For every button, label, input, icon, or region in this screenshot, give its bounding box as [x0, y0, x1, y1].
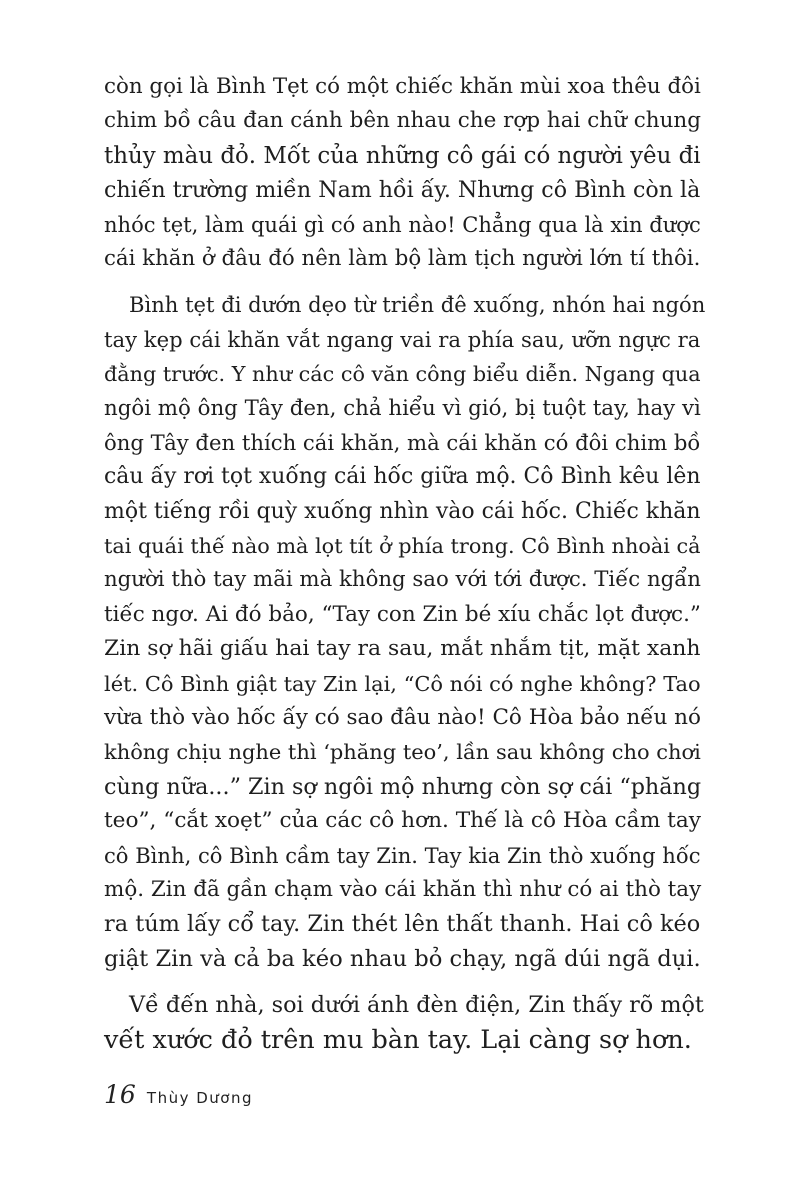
text-line: lét. Cô Bình giật tay Zin lại, “Cô nói có nghe không? Tao	[104, 671, 701, 696]
text-line: tay kẹp cái khăn vắt ngang vai ra phía sau, ưỡn ngực ra	[104, 326, 701, 352]
text-line: vừa thò vào hốc ấy có sao đâu nào! Cô Hòa bảo nếu nó	[104, 705, 701, 731]
text-line: teo”, “cắt xoẹt” của các cô hơn. Thế là cô Hòa cầm tay	[104, 808, 701, 834]
text-line: vết xước đỏ trên mu bàn tay. Lại càng sợ hơn.	[104, 1024, 692, 1055]
text-line: giật Zin và cả ba kéo nhau bỏ chạy, ngã dúi ngã dụi.	[104, 945, 701, 972]
page-number: 16	[104, 1080, 136, 1109]
text-line: một tiếng rồi quỳ xuống nhìn vào cái hốc. Chiếc khăn	[104, 498, 701, 524]
text-line: cùng nữa...” Zin sợ ngôi mộ nhưng còn sợ cái “phăng	[104, 773, 702, 800]
text-line: chim bồ câu đan cánh bên nhau che rợp hai chữ chung	[104, 108, 701, 134]
text-line: nhóc tẹt, làm quái gì có anh nào! Chẳng qua là xin được	[104, 211, 701, 237]
text-line: tai quái thế nào mà lọt tít ở phía trong. Cô Bình nhoài cả	[104, 534, 701, 559]
paragraph	[104, 988, 704, 1057]
text-line: chiến trường miền Nam hồi ấy. Nhưng cô Bình còn là	[104, 177, 701, 204]
text-line: Bình tẹt đi dướn dẹo từ triền đê xuống, nhón hai ngón	[129, 292, 706, 318]
text-line: ông Tây đen thích cái khăn, mà cái khăn có đôi chim bồ	[104, 429, 701, 455]
paragraph	[104, 288, 704, 976]
text-line: mộ. Zin đã gần chạm vào cái khăn thì như có ai thò tay	[104, 876, 702, 902]
author-name: Thùy Dương	[146, 1089, 253, 1107]
text-line: thủy màu đỏ. Mốt của những cô gái có người yêu đi	[104, 142, 701, 169]
text-line: ngôi mộ ông Tây đen, chả hiểu vì gió, bị tuột tay, hay vì	[104, 395, 701, 421]
text-line: câu ấy rơi tọt xuống cái hốc giữa mộ. Cô Bình kêu lên	[104, 464, 701, 490]
text-line: đằng trước. Y như các cô văn công biểu diễn. Ngang qua	[104, 362, 701, 387]
text-line: cô Bình, cô Bình cầm tay Zin. Tay kia Zin thò xuống hốc	[104, 842, 701, 868]
text-line: người thò tay mãi mà không sao với tới được. Tiếc ngẩn	[104, 567, 701, 593]
paragraph	[104, 70, 704, 276]
page-footer	[104, 1080, 253, 1109]
book-page-body	[104, 70, 704, 1057]
text-line: ra túm lấy cổ tay. Zin thét lên thất thanh. Hai cô kéo	[104, 911, 701, 938]
text-line: Zin sợ hãi giấu hai tay ra sau, mắt nhắm tịt, mặt xanh	[104, 636, 701, 662]
text-line: còn gọi là Bình Tẹt có một chiếc khăn mùi xoa thêu đôi	[104, 74, 701, 99]
text-line: Về đến nhà, soi dưới ánh đèn điện, Zin thấy rõ một	[129, 992, 704, 1019]
text-line: cái khăn ở đâu đó nên làm bộ làm tịch người lớn tí thôi.	[104, 245, 701, 271]
text-line: không chịu nghe thì ‘phăng teo’, lần sau không cho chơi	[104, 740, 701, 765]
text-body	[104, 70, 704, 1057]
text-line: tiếc ngơ. Ai đó bảo, “Tay con Zin bé xíu chắc lọt được.”	[104, 601, 701, 627]
